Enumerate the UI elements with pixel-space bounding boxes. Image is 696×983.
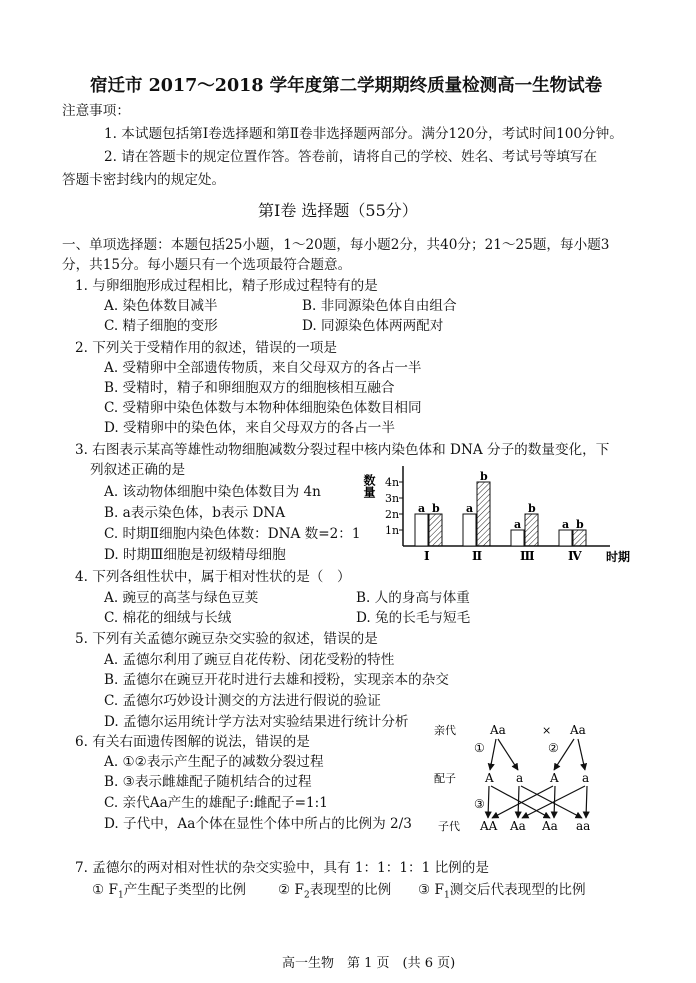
bar-b-3 <box>525 514 538 546</box>
q5-option-d: D. 孟德尔运用统计学方法对实验结果进行统计分析 <box>104 714 409 730</box>
q6-option-d: D. 子代中，Aa个体在显性个体中所占的比例为 2/3 <box>104 816 412 832</box>
q1-option-a: A. 染色体数目减半 <box>104 298 218 314</box>
instruction-line-2: 分，共15分。每小题只有一个选项最符合题意。 <box>62 257 352 273</box>
gamete-label: 配子 <box>434 772 456 785</box>
notice-item-1: 1. 本试题包括第Ⅰ卷选择题和第Ⅱ卷非选择题两部分。满分120分，考试时间100分钟。 <box>104 126 623 142</box>
marker-1: ① <box>474 741 485 755</box>
x-tick-label: Ⅱ <box>472 549 483 563</box>
marker-2: ② <box>548 741 559 755</box>
x-tick-label: Ⅲ <box>520 549 535 563</box>
offspring-2: Aa <box>510 819 526 833</box>
genetics-cross-diagram <box>430 718 620 843</box>
bar-label-b: b <box>432 502 440 515</box>
notice-item-2-cont: 答题卡密封线内的规定处。 <box>62 172 226 188</box>
chromosome-dna-bar-chart <box>362 460 645 565</box>
q2-option-c: C. 受精卵中染色体数与本物种体细胞染色体数目相同 <box>104 400 422 416</box>
q3-stem-cont: 列叙述正确的是 <box>90 462 186 478</box>
q4-option-d: D. 兔的长毛与短毛 <box>356 610 471 626</box>
q6-option-c: C. 亲代Aa产生的雄配子:雌配子=1:1 <box>104 795 328 811</box>
y-tick-label: 1n <box>385 524 400 537</box>
bar-b-2 <box>477 482 490 546</box>
parent-generation-label: 亲代 <box>434 724 456 737</box>
bar-label-a: a <box>466 502 474 515</box>
y-tick-label: 4n <box>385 476 400 489</box>
bar-b-4 <box>573 530 586 546</box>
q5-stem: 5. 下列有关孟德尔豌豆杂交实验的叙述，错误的是 <box>75 631 378 647</box>
bar-label-a: a <box>418 502 426 515</box>
x-axis-label: 时期 <box>606 550 631 564</box>
q3-option-a: A. 该动物体细胞中染色体数目为 4n <box>104 484 321 500</box>
x-tick-label: Ⅳ <box>568 549 582 563</box>
gamete-3: A <box>550 771 559 785</box>
marker-3: ③ <box>474 797 485 811</box>
exam-title: 宿迁市 2017～2018 学年度第二学期期终质量检测高一生物试卷 <box>90 76 603 96</box>
offspring-3: Aa <box>542 819 558 833</box>
bar-label-a: a <box>514 518 522 531</box>
section-title: 第Ⅰ卷 选择题（55分） <box>258 201 418 220</box>
page-footer: 高一生物 第 1 页 (共 6 页) <box>282 956 456 971</box>
bar-a-4 <box>559 530 572 546</box>
q7-option-2: ② $F_2$表现型的比例 <box>278 882 392 901</box>
q1-option-c: C. 精子细胞的变形 <box>104 318 218 334</box>
q5-option-a: A. 孟德尔利用了豌豆自花传粉、闭花受粉的特性 <box>104 652 395 668</box>
bar-label-b: b <box>576 518 584 531</box>
q7-stem: 7. 孟德尔的两对相对性状的杂交实验中，具有 1：1：1：1 比例的是 <box>75 860 489 876</box>
gamete-1: A <box>485 771 494 785</box>
y-axis-label: 数量 <box>362 474 376 498</box>
q3-option-d: D. 时期Ⅲ细胞是初级精母细胞 <box>104 547 286 563</box>
q4-option-c: C. 棉花的细绒与长绒 <box>104 610 232 626</box>
instruction-line-1: 一、单项选择题：本题包括25小题，1～20题，每小题2分，共40分；21～25题，每小题3 <box>62 237 610 253</box>
gamete-4: a <box>582 771 590 785</box>
notice-heading: 注意事项： <box>62 103 130 119</box>
q3-option-c: C. 时期Ⅱ细胞内染色体数：DNA 数=2：1 <box>104 526 361 542</box>
offspring-1: AA <box>480 819 498 833</box>
q3-option-b: B. a表示染色体，b表示 DNA <box>104 505 286 521</box>
q1-option-d: D. 同源染色体两两配对 <box>302 318 444 334</box>
parent-2: Aa <box>570 723 586 737</box>
q2-option-d: D. 受精卵中的染色体，来自父母双方的各占一半 <box>104 420 395 436</box>
q2-option-a: A. 受精卵中全部遗传物质，来自父母双方的各占一半 <box>104 360 422 376</box>
q2-option-b: B. 受精时，精子和卵细胞双方的细胞核相互融合 <box>104 380 395 396</box>
q6-stem: 6. 有关右面遗传图解的说法，错误的是 <box>75 734 310 750</box>
bar-label-a: a <box>562 518 570 531</box>
bar-a-1 <box>415 514 428 546</box>
q4-option-b: B. 人的身高与体重 <box>356 590 470 606</box>
x-tick-label: Ⅰ <box>424 549 430 563</box>
bar-a-3 <box>511 530 524 546</box>
notice-item-2: 2. 请在答题卡的规定位置作答。答卷前，请将自己的学校、姓名、考试号等填写在 <box>104 149 598 165</box>
bar-b-1 <box>429 514 442 546</box>
q3-stem: 3. 右图表示某高等雄性动物细胞减数分裂过程中核内染色体和 DNA 分子的数量变化，下 <box>75 442 610 458</box>
q7-option-3: ③ $F_1$测交后代表现型的比例 <box>418 882 586 901</box>
q6-option-b: B. ③表示雌雄配子随机结合的过程 <box>104 774 312 790</box>
parent-1: Aa <box>490 723 506 737</box>
y-tick-label: 3n <box>385 492 400 505</box>
y-tick-label: 2n <box>385 508 400 521</box>
bar-label-b: b <box>528 502 536 515</box>
q6-option-a: A. ①②表示产生配子的减数分裂过程 <box>104 754 324 770</box>
offspring-4: aa <box>576 819 591 833</box>
q5-option-c: C. 孟德尔巧妙设计测交的方法进行假说的验证 <box>104 693 381 709</box>
q5-option-b: B. 孟德尔在豌豆开花时进行去雄和授粉，实现亲本的杂交 <box>104 672 449 688</box>
gamete-2: a <box>516 771 524 785</box>
bar-label-b: b <box>480 470 488 483</box>
q1-stem: 1. 与卵细胞形成过程相比，精子形成过程特有的是 <box>75 278 378 294</box>
q4-option-a: A. 豌豆的高茎与绿色豆荚 <box>104 590 259 606</box>
q4-stem: 4. 下列各组性状中，属于相对性状的是（ ） <box>75 569 351 585</box>
bar-a-2 <box>463 514 476 546</box>
cross-sign: × <box>542 724 552 737</box>
q2-stem: 2. 下列关于受精作用的叙述，错误的一项是 <box>75 340 337 356</box>
offspring-label: 子代 <box>438 820 460 833</box>
q7-option-1: ① $F_1$产生配子类型的比例 <box>92 882 247 901</box>
q1-option-b: B. 非同源染色体自由组合 <box>302 298 457 314</box>
